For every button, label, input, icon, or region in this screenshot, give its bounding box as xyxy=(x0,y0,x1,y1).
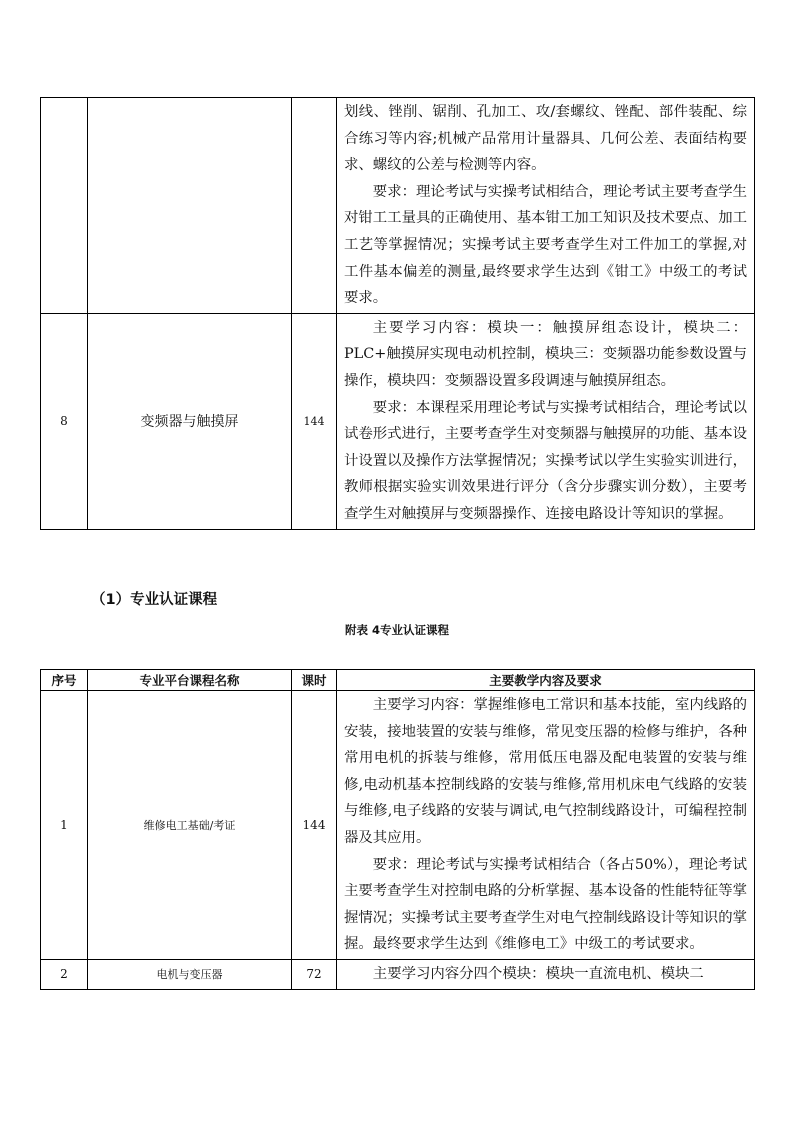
content-paragraph: 要求：本课程采用理论考试与实操考试相结合，理论考试以试卷形式进行，主要考查学生对变频器与触摸屏的功能、基本设计设置以及操作方法掌握情况；实操考试以学生实验实训进行，教师根据实验实训效果进行评分（含分步骤实训分数），主要考查学生对触摸屏与变频器操作、连接电路设计等知识的掌握。 xyxy=(344,399,747,522)
content-paragraph: 主要学习内容：掌握维修电工常识和基本技能，室内线路的安装，接地装置的安装与维修，常见变压器的检修与维护，各种常用电机的拆装与维修，常用低压电器及配电装置的安装与维修,电动机基本控制线路的安装与维修,常用机床电气线路的安装与维修,电子线路的安装与调试,电气控制线路设计，可编程控制器及其应用。 xyxy=(344,697,747,846)
header-number: 序号 xyxy=(41,670,88,691)
table-header-row xyxy=(41,670,755,691)
row-number: 8 xyxy=(41,313,88,529)
content-paragraph: 主要学习内容：模块一：触摸屏组态设计，模块二：PLC+触摸屏实现电动机控制，模块三：变频器功能参数设置与操作，模块四：变频器设置多段调速与触摸屏组态。 xyxy=(344,319,747,389)
course-table-continued xyxy=(40,97,755,530)
content-paragraph: 要求：理论考试与实操考试相结合（各占50%），理论考试主要考查学生对控制电路的分析掌握、基本设备的性能特征等掌握情况；实操考试主要考查学生对电气控制线路设计等知识的掌握。最终要求学生达到《维修电工》中级工的考试要求。 xyxy=(344,856,747,953)
header-course-name: 专业平台课程名称 xyxy=(88,670,292,691)
header-content: 主要教学内容及要求 xyxy=(337,670,755,691)
course-name xyxy=(88,98,292,314)
course-hours: 144 xyxy=(292,691,337,960)
certification-course-table xyxy=(40,669,755,990)
content-paragraph: 主要学习内容分四个模块：模块一直流电机、模块二 xyxy=(372,965,704,982)
table-caption: 附表 4专业认证课程 xyxy=(344,623,449,637)
row-number: 1 xyxy=(41,691,88,960)
table-row xyxy=(41,959,755,989)
course-name: 变频器与触摸屏 xyxy=(88,313,292,529)
course-hours xyxy=(292,98,337,314)
table-row xyxy=(41,98,755,314)
content-paragraph: 划线、锉削、锯削、孔加工、攻/套螺纹、锉配、部件装配、综合练习等内容;机械产品常用计量器具、几何公差、表面结构要求、螺纹的公差与检测等内容。 xyxy=(344,104,747,174)
course-name: 维修电工基础/考证 xyxy=(88,691,292,960)
row-number: 2 xyxy=(41,959,88,989)
course-content xyxy=(337,691,755,960)
row-number xyxy=(41,98,88,314)
course-name: 电机与变压器 xyxy=(88,959,292,989)
header-hours: 课时 xyxy=(292,670,337,691)
content-paragraph: 要求：理论考试与实操考试相结合，理论考试主要考查学生对钳工工量具的正确使用、基本钳工加工知识及技术要点、加工工艺等掌握情况；实操考试主要考查学生对工件加工的掌握,对工件基本偏差的测量,最终要求学生达到《钳工》中级工的考试要求。 xyxy=(344,183,747,307)
table-row xyxy=(41,313,755,529)
course-content xyxy=(337,959,755,989)
course-hours: 144 xyxy=(292,313,337,529)
table-row xyxy=(41,691,755,960)
course-content xyxy=(337,313,755,529)
course-hours: 72 xyxy=(292,959,337,989)
section-heading: （1）专业认证课程 xyxy=(91,592,218,608)
course-content xyxy=(337,98,755,314)
